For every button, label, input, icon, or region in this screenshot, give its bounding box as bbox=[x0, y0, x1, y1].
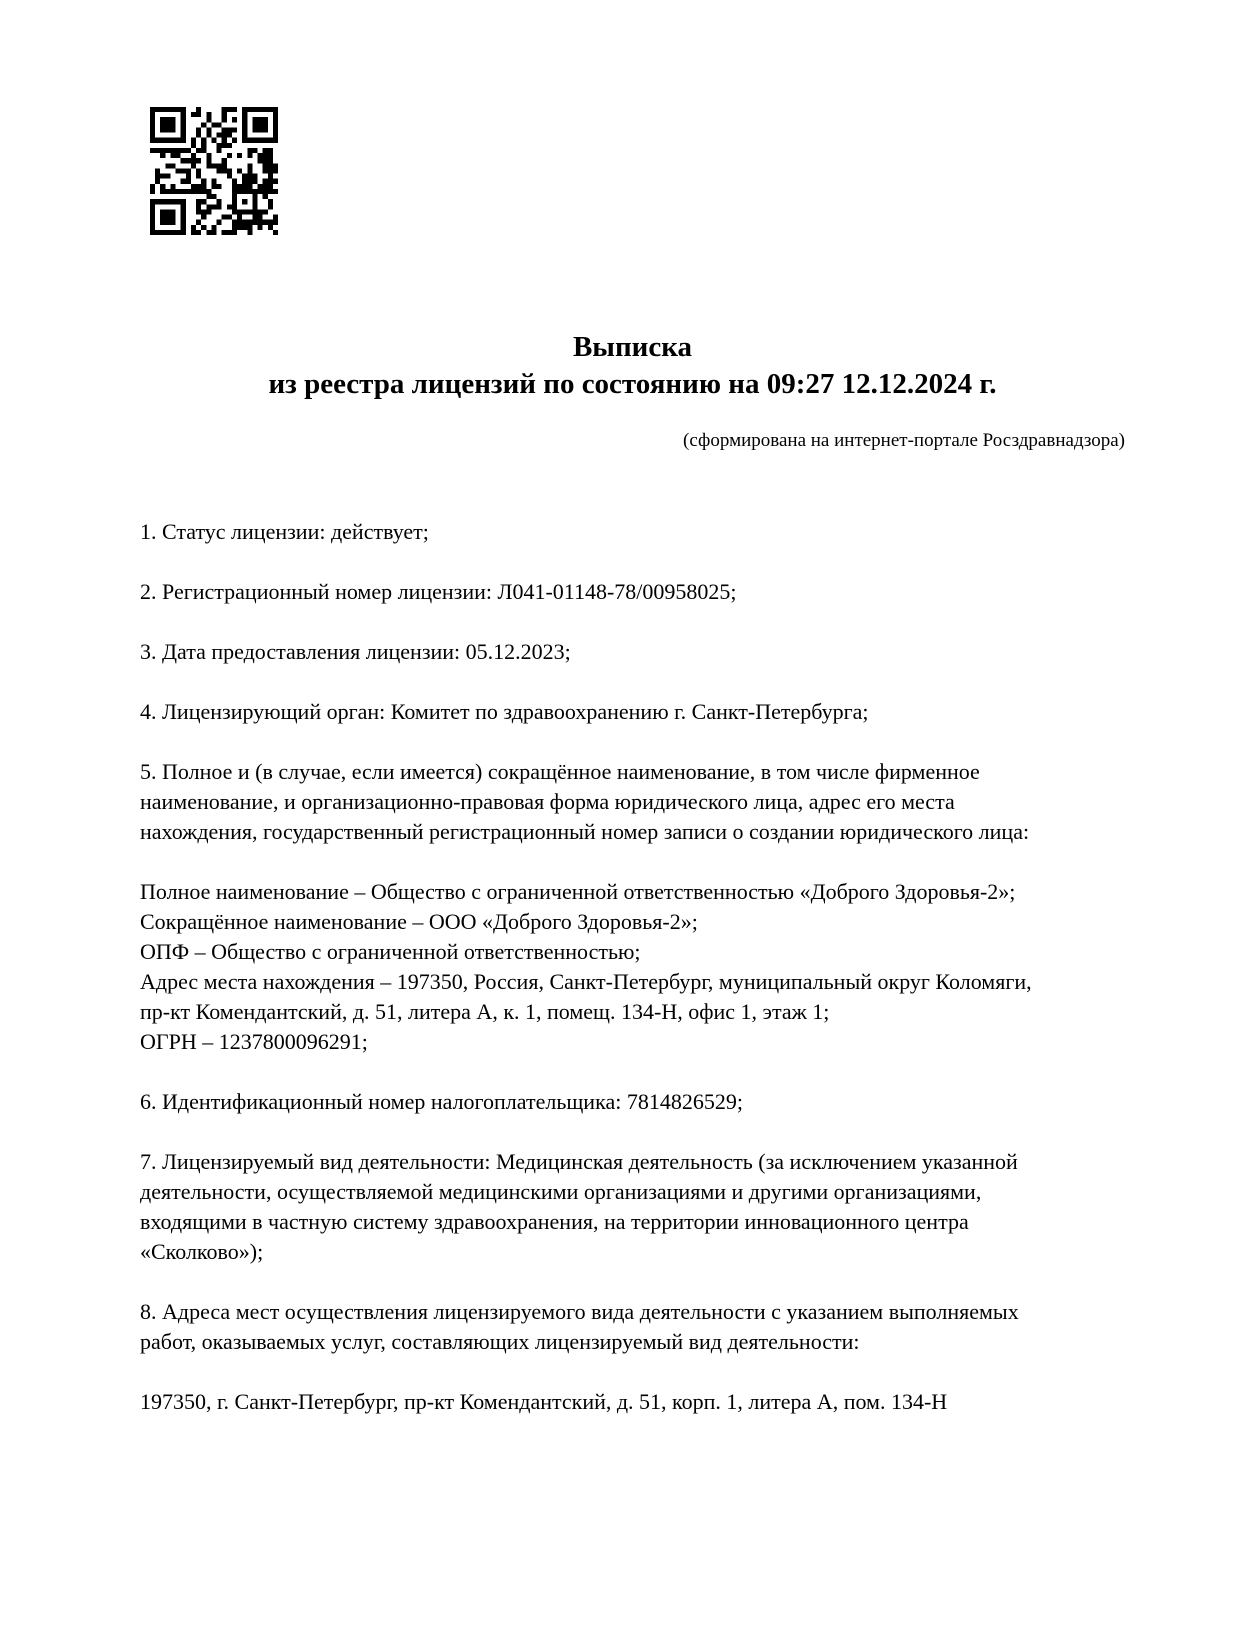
text-line: 4. Лицензирующий орган: Комитет по здравоохранению г. Санкт-Петербурга; bbox=[140, 699, 869, 724]
text-line: 1. Статус лицензии: действует; bbox=[140, 519, 429, 544]
paragraph-grant-date bbox=[140, 637, 1115, 667]
paragraph-activity-addresses-clause bbox=[140, 1297, 1115, 1357]
title-line-1: Выписка bbox=[572, 331, 693, 363]
paragraph-registration-number bbox=[140, 577, 1115, 607]
text-line: работ, оказываемых услуг, составляющих лицензируемый вид деятельности: bbox=[140, 1329, 860, 1354]
paragraph-licensed-activity bbox=[140, 1147, 1115, 1267]
text-line: ОПФ – Общество с ограниченной ответственностью; bbox=[140, 939, 641, 964]
paragraph-activity-address bbox=[140, 1387, 1115, 1417]
paragraph-name-clause bbox=[140, 757, 1115, 847]
text-line: Полное наименование – Общество с ограниченной ответственностью «Доброго Здоровья-2»; bbox=[140, 879, 1016, 904]
text-line: 2. Регистрационный номер лицензии: Л041-01148-78/00958025; bbox=[140, 579, 737, 604]
paragraph-inn bbox=[140, 1087, 1115, 1117]
title-line-2: из реестра лицензий по состоянию на 09:27 12.12.2024 г. bbox=[268, 368, 997, 400]
formation-note: (сформирована на интернет-портале Росздравнадзора) bbox=[683, 430, 1125, 451]
text-line: пр-кт Комендантский, д. 51, литера А, к. 1, помещ. 134-Н, офис 1, этаж 1; bbox=[140, 999, 830, 1024]
text-line: 5. Полное и (в случае, если имеется) сокращённое наименование, в том числе фирменное bbox=[140, 759, 980, 784]
paragraph-license-status bbox=[140, 517, 1115, 547]
text-line: 7. Лицензируемый вид деятельности: Медицинская деятельность (за исключением указанной bbox=[140, 1149, 1018, 1174]
document-title bbox=[140, 329, 1125, 403]
paragraph-organization-details bbox=[140, 877, 1115, 1057]
text-line: нахождения, государственный регистрационный номер записи о создании юридического лица: bbox=[140, 819, 1030, 844]
text-line: «Сколково»); bbox=[140, 1239, 264, 1264]
document-body bbox=[140, 517, 1115, 1447]
text-line: 6. Идентификационный номер налогоплательщика: 7814826529; bbox=[140, 1089, 743, 1114]
text-line: наименование, и организационно-правовая форма юридического лица, адрес его места bbox=[140, 789, 955, 814]
qr-code bbox=[150, 107, 278, 235]
text-line: входящими в частную систему здравоохранения, на территории инновационного центра bbox=[140, 1209, 969, 1234]
text-line: 197350, г. Санкт-Петербург, пр-кт Комендантский, д. 51, корп. 1, литера А, пом. 134-Н bbox=[140, 1389, 948, 1414]
paragraph-licensing-authority bbox=[140, 697, 1115, 727]
text-line: деятельности, осуществляемой медицинскими организациями и другими организациями, bbox=[140, 1179, 982, 1204]
text-line: Адрес места нахождения – 197350, Россия, Санкт-Петербург, муниципальный округ Коломяги, bbox=[140, 969, 1032, 994]
text-line: Сокращённое наименование – ООО «Доброго Здоровья-2»; bbox=[140, 909, 698, 934]
text-line: 3. Дата предоставления лицензии: 05.12.2023; bbox=[140, 639, 571, 664]
text-line: ОГРН – 1237800096291; bbox=[140, 1029, 368, 1054]
text-line: 8. Адреса мест осуществления лицензируемого вида деятельности с указанием выполняемых bbox=[140, 1299, 1019, 1324]
